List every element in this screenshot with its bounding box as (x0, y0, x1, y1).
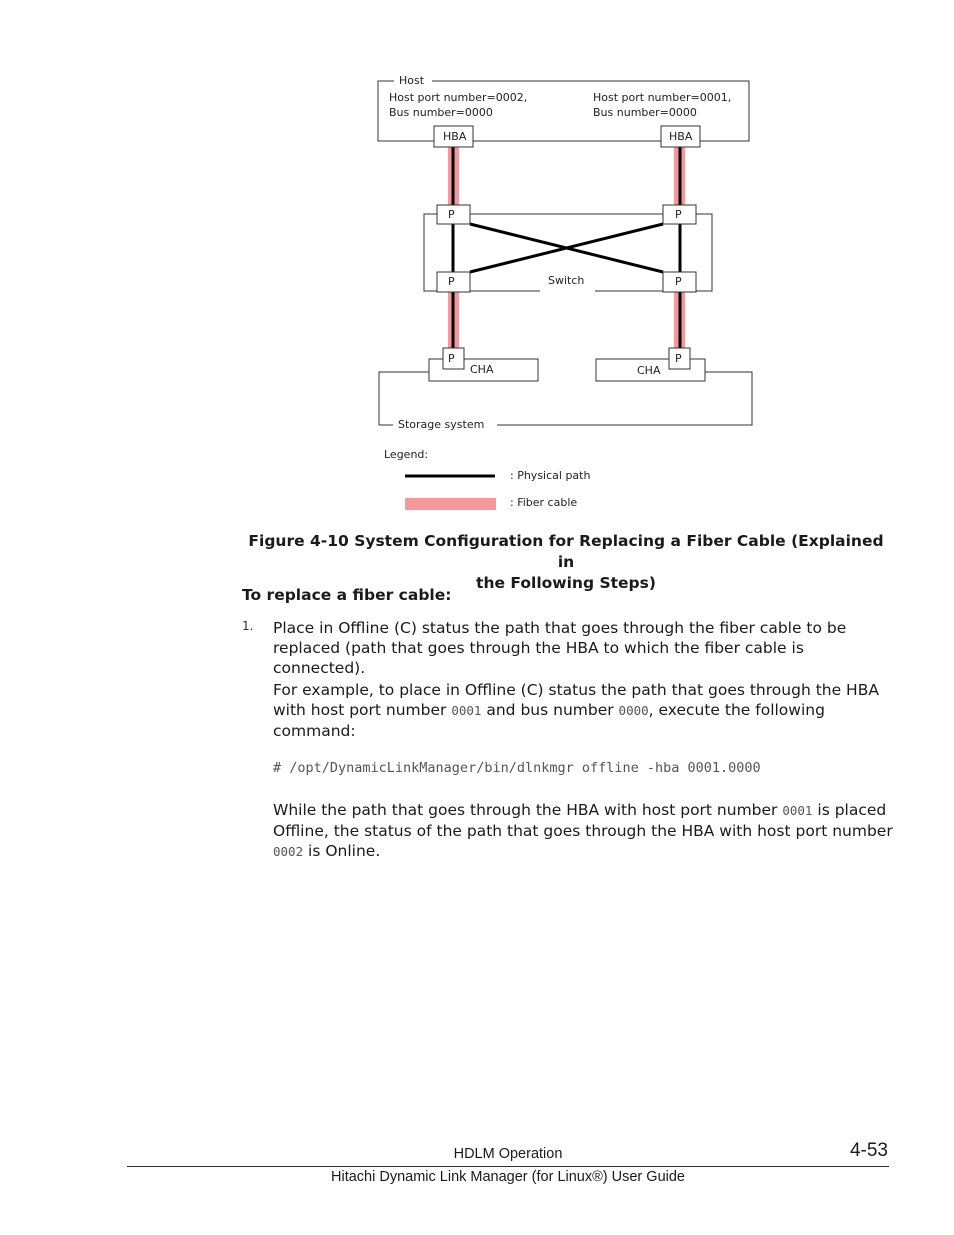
hba-right-label: HBA (669, 130, 693, 143)
procedure-heading: To replace a fiber cable: (242, 586, 452, 604)
hba-left-label: HBA (443, 130, 467, 143)
example-text-1: For example, to place in Offline (C) status the path that goes through the HBA with host port number (273, 681, 879, 719)
svg-text:P: P (675, 275, 682, 288)
svg-text:P: P (675, 352, 682, 365)
example-text-3: , execute the following command: (273, 701, 825, 740)
switch-port-top-right (663, 205, 696, 224)
result-text-1: While the path that goes through the HBA with host port number (273, 801, 783, 819)
svg-text:P: P (448, 275, 455, 288)
svg-text:P: P (448, 208, 455, 221)
result-host-port-code-2: 0002 (273, 844, 304, 859)
example-paragraph (273, 680, 893, 741)
result-host-port-code-1: 0001 (782, 803, 813, 818)
host-label: Host (399, 74, 425, 87)
page-number: 4-53 (849, 1140, 888, 1161)
step-number: 1. (242, 619, 254, 633)
host-port-right-line2: Bus number=0000 (593, 106, 697, 119)
figure-caption-line1: Figure 4-10 System Configuration for Replacing a Fiber Cable (Explained in (248, 532, 884, 571)
switch-port-bottom-right (663, 272, 696, 292)
result-text-2: is placed Offline, the status of the path that goes through the HBA with host port number (273, 801, 893, 840)
hba-right (661, 126, 700, 147)
legend-physical-path-label: : Physical path (510, 469, 591, 482)
physical-paths (453, 146, 680, 349)
example-text-2: and bus number (481, 701, 619, 719)
switch-port-bottom-left (437, 272, 470, 292)
svg-text:P: P (448, 352, 455, 365)
cha-port-right (669, 348, 690, 369)
cha-port-left (443, 348, 464, 369)
result-text-3: is Online. (303, 842, 381, 860)
legend (384, 448, 590, 510)
example-host-port-code: 0001 (451, 703, 482, 718)
result-paragraph (273, 800, 893, 862)
hba-left (434, 126, 473, 147)
legend-fiber-cable-swatch (405, 498, 496, 510)
switch-label: Switch (548, 274, 585, 287)
footer-section-title: HDLM Operation (453, 1146, 563, 1162)
cha-right-label: CHA (637, 364, 661, 377)
legend-title: Legend: (384, 448, 429, 461)
figure-caption-line2: the Following Steps) (476, 574, 656, 592)
system-configuration-diagram (0, 0, 954, 525)
storage-system-label: Storage system (398, 418, 485, 431)
host-port-left-line2: Bus number=0000 (389, 106, 493, 119)
switch-port-top-left (437, 205, 470, 224)
svg-text:P: P (675, 208, 682, 221)
example-bus-number-code: 0000 (618, 703, 649, 718)
step-text: Place in Offline (C) status the path that goes through the fiber cable to be replaced (path that goes through the HBA to which the fiber cable is connected). (273, 619, 847, 677)
host-port-left-line1: Host port number=0002, (389, 91, 528, 104)
footer-guide-title: Hitachi Dynamic Link Manager (for Linux®) User Guide (331, 1169, 685, 1185)
command-line: # /opt/DynamicLinkManager/bin/dlnkmgr offline -hba 0001.0000 (273, 760, 761, 776)
cha-left-label: CHA (470, 363, 494, 376)
legend-fiber-cable-label: : Fiber cable (510, 496, 578, 509)
footer-divider (127, 1166, 889, 1167)
host-port-right-line1: Host port number=0001, (593, 91, 732, 104)
figure-caption (242, 531, 890, 594)
